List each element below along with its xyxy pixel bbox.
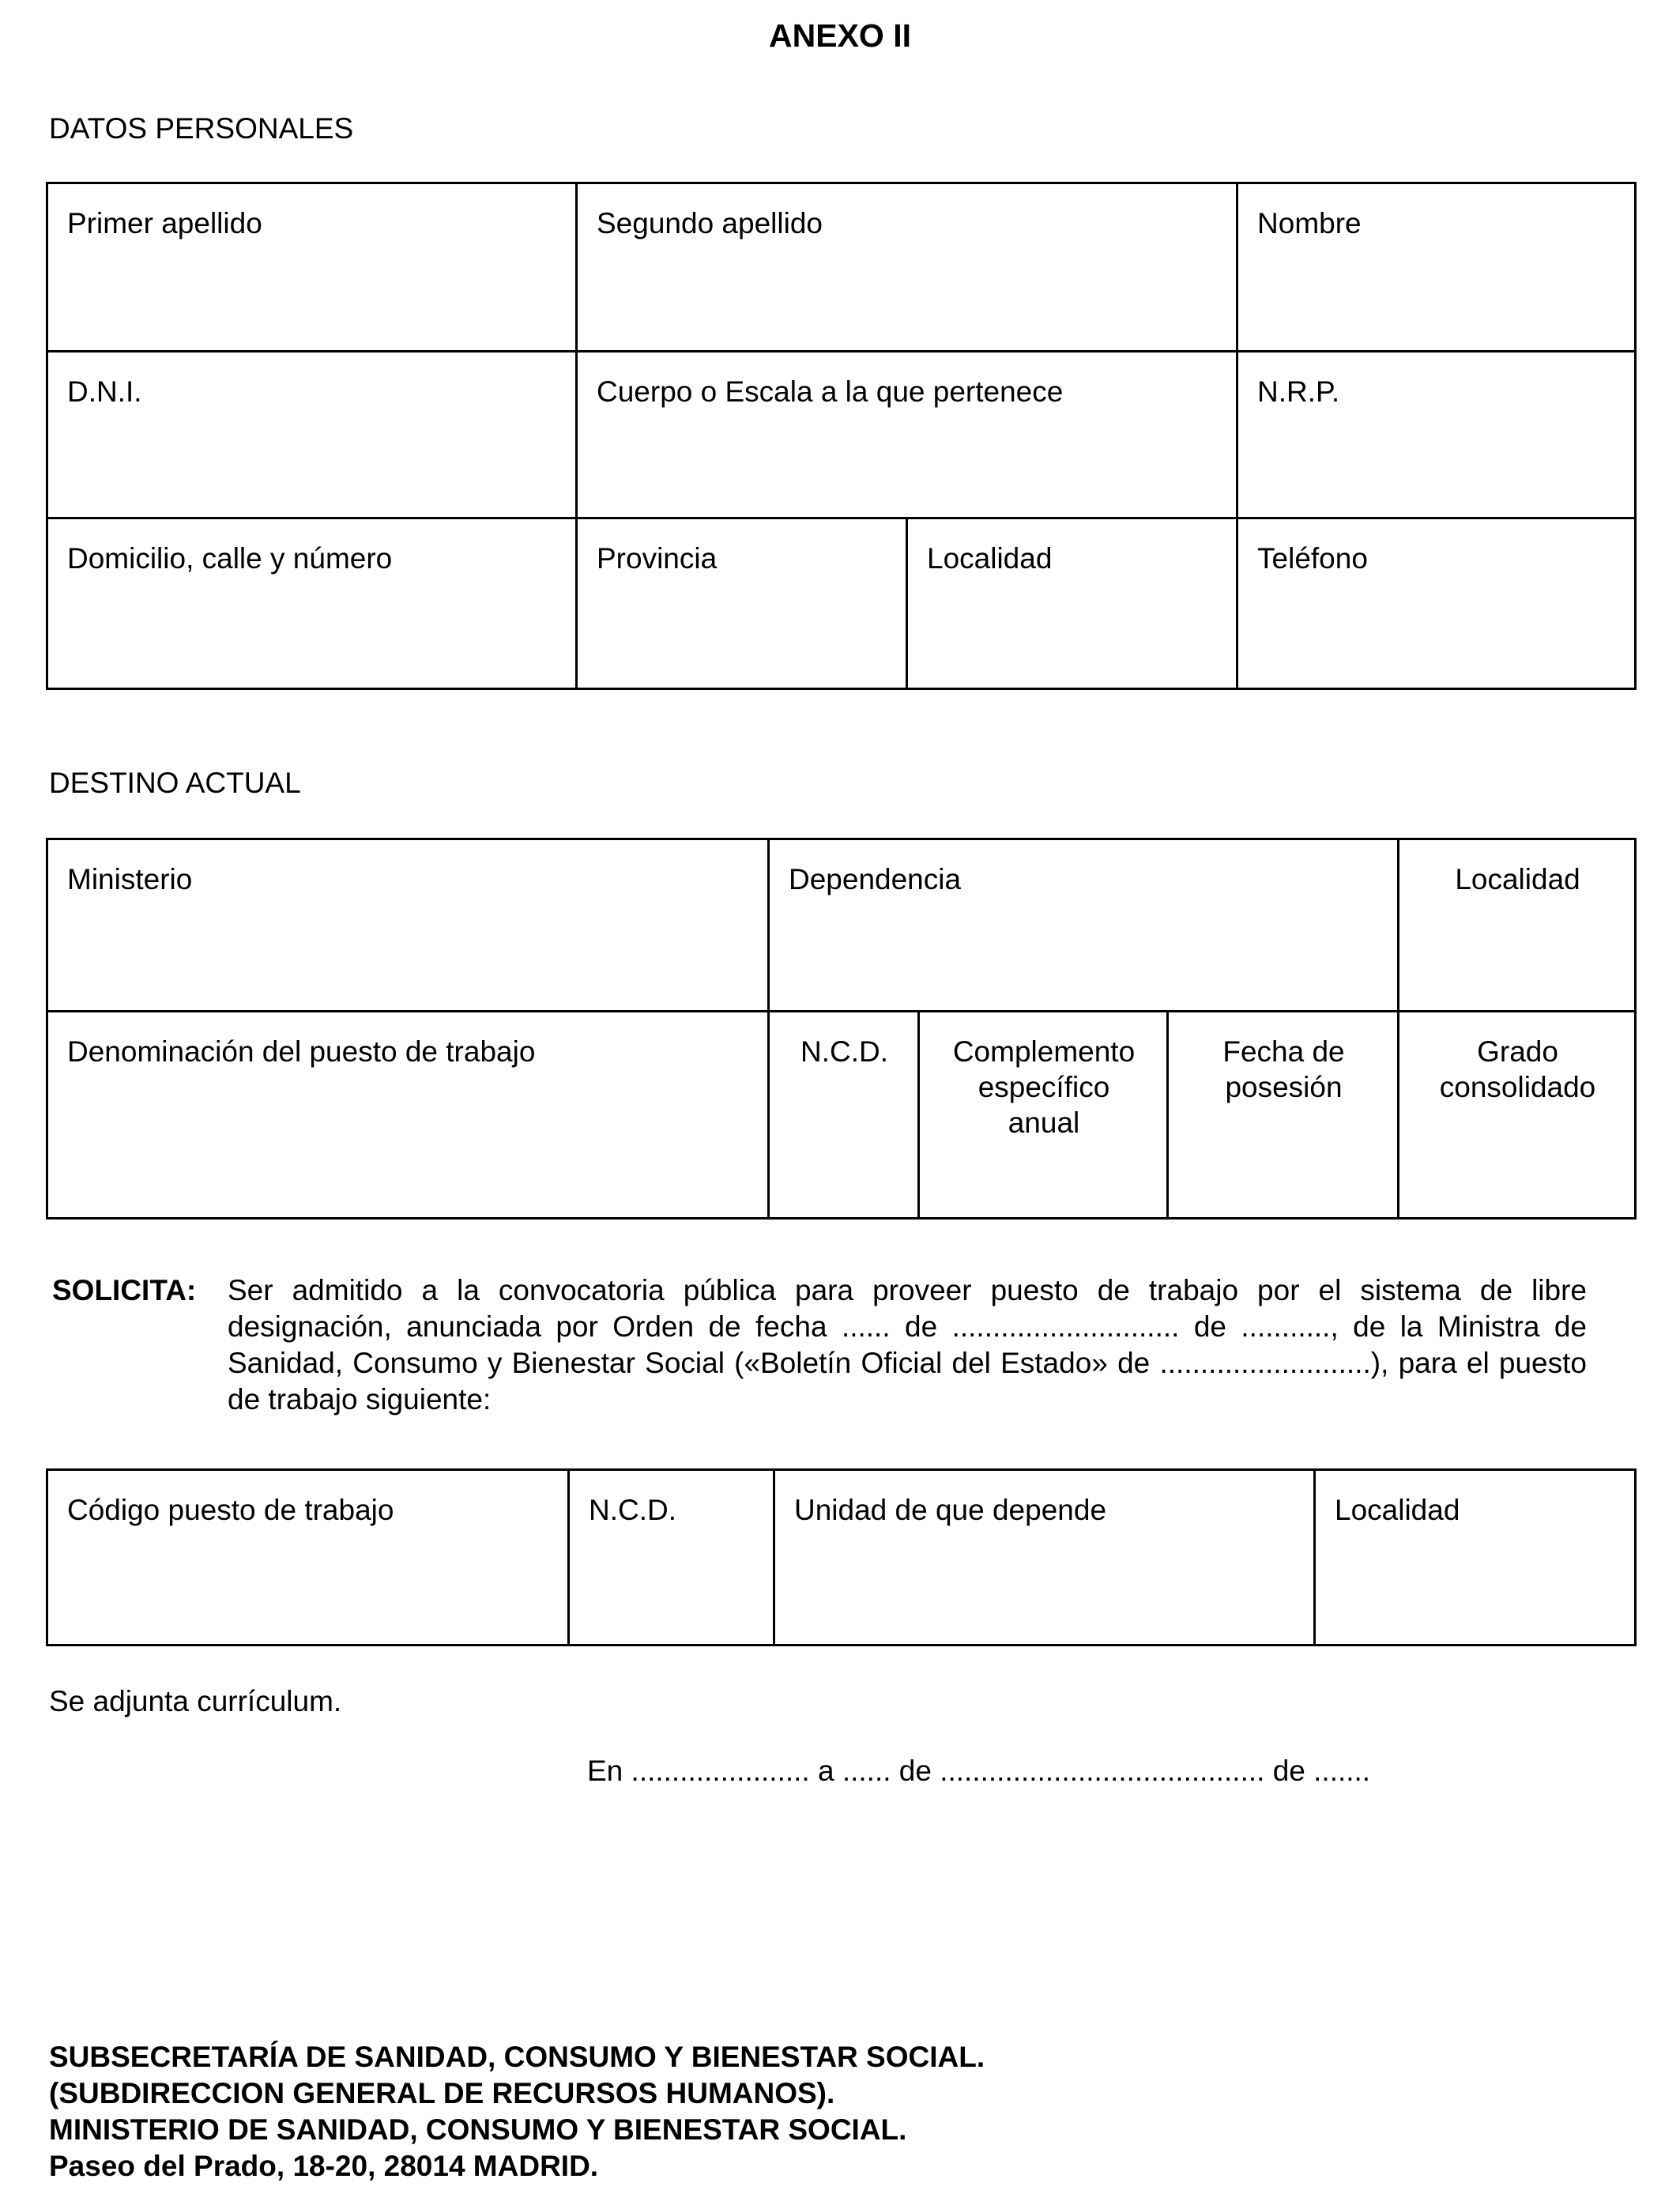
field-dependencia[interactable]: Dependencia — [769, 839, 1399, 1012]
curriculum-note: Se adjunta currículum. — [49, 1685, 342, 1717]
section-heading-destino-actual: DESTINO ACTUAL — [49, 767, 301, 799]
section-heading-datos-personales: DATOS PERSONALES — [49, 112, 354, 145]
field-cuerpo-escala[interactable]: Cuerpo o Escala a la que pertenece — [577, 352, 1237, 518]
field-telefono[interactable]: Teléfono — [1237, 518, 1636, 689]
document-title: ANEXO II — [769, 17, 911, 54]
footer-line: SUBSECRETARÍA DE SANIDAD, CONSUMO Y BIENESTAR SOCIAL. — [49, 2041, 985, 2073]
solicita-text: Ser admitido a la convocatoria pública para proveer puesto de trabajo por el sistema de libre designación, anunciada por Orden de fecha ...... de ............................ de ..........., de la Ministra de Sanidad, Consumo y Bienestar Social («Boletín Oficial del Estado» de ..........................), para el puesto de trabajo siguiente: — [228, 1274, 1587, 1416]
footer-line: MINISTERIO DE SANIDAD, CONSUMO Y BIENESTAR SOCIAL. — [49, 2113, 907, 2146]
field-localidad[interactable]: Localidad — [907, 518, 1237, 689]
field-ncd[interactable]: N.C.D. — [769, 1012, 919, 1219]
destino-actual-table — [46, 838, 1637, 1220]
field-nombre[interactable]: Nombre — [1237, 183, 1636, 352]
footer-address — [49, 2039, 985, 2185]
field-denominacion-puesto[interactable]: Denominación del puesto de trabajo — [47, 1012, 769, 1219]
field-segundo-apellido[interactable]: Segundo apellido — [577, 183, 1237, 352]
field-primer-apellido[interactable]: Primer apellido — [47, 183, 577, 352]
field-unidad-depende[interactable]: Unidad de que depende — [774, 1470, 1315, 1646]
field-fecha-posesion[interactable]: Fecha de posesión — [1168, 1012, 1399, 1219]
solicita-label: SOLICITA: — [52, 1274, 197, 1306]
footer-line: Paseo del Prado, 18-20, 28014 MADRID. — [49, 2150, 599, 2182]
field-provincia[interactable]: Provincia — [577, 518, 907, 689]
puesto-solicitado-table — [46, 1468, 1637, 1646]
field-grado-consolidado[interactable]: Grado consolidado — [1399, 1012, 1636, 1219]
field-domicilio[interactable]: Domicilio, calle y número — [47, 518, 577, 689]
field-codigo-puesto[interactable]: Código puesto de trabajo — [47, 1470, 569, 1646]
field-ncd-puesto[interactable]: N.C.D. — [569, 1470, 774, 1646]
field-localidad-destino[interactable]: Localidad — [1399, 839, 1636, 1012]
field-dni[interactable]: D.N.I. — [47, 352, 577, 518]
datos-personales-table — [46, 182, 1637, 690]
field-complemento-especifico[interactable]: Complemento específico anual — [919, 1012, 1168, 1219]
footer-line: (SUBDIRECCION GENERAL DE RECURSOS HUMANOS). — [49, 2077, 835, 2109]
field-nrp[interactable]: N.R.P. — [1237, 352, 1636, 518]
field-localidad-puesto[interactable]: Localidad — [1315, 1470, 1636, 1646]
field-ministerio[interactable]: Ministerio — [47, 839, 769, 1012]
date-place-line: En ...................... a ...... de ........................................ de ....... — [587, 1755, 1371, 1787]
